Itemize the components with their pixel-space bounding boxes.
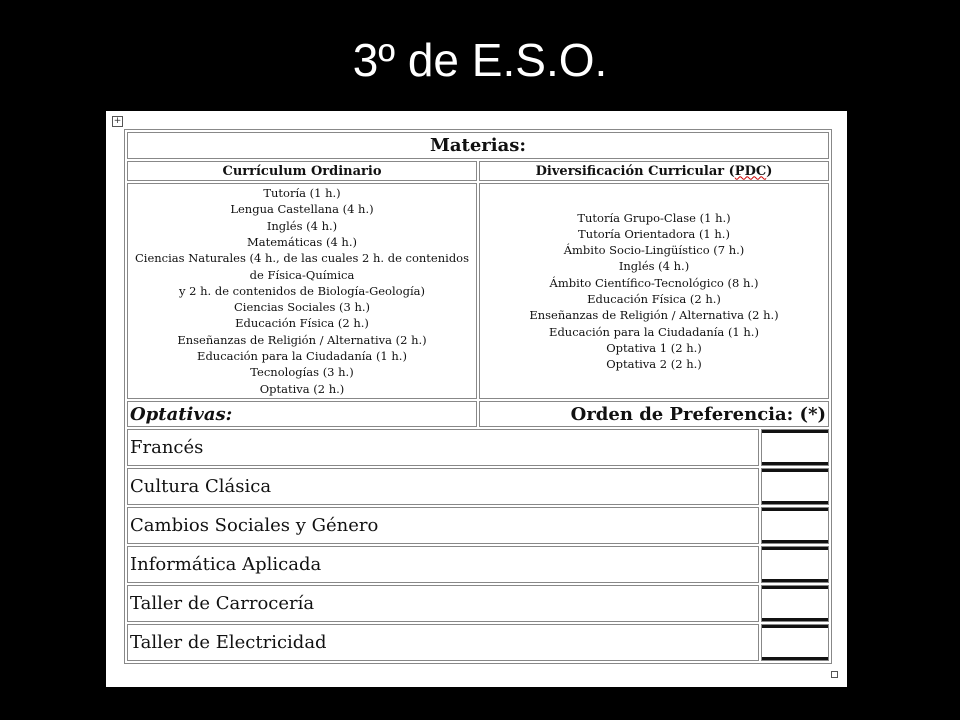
curriculum-ordinario-header: Currículum Ordinario xyxy=(127,161,477,181)
list-item: Tutoría Grupo-Clase (1 h.) xyxy=(577,210,731,225)
diversificacion-list xyxy=(479,183,829,399)
list-item: de Física-Química xyxy=(249,267,355,282)
table-resize-handle-icon[interactable] xyxy=(831,671,838,678)
optativa-name: Francés xyxy=(127,429,759,466)
list-item: Tecnologías (3 h.) xyxy=(250,365,354,380)
spellcheck-underlined-abbr: PDC xyxy=(734,163,767,179)
list-item: Educación para la Ciudadanía (1 h.) xyxy=(549,324,759,339)
document-page xyxy=(106,111,847,687)
subjects-table xyxy=(124,129,832,664)
optativa-name: Cambios Sociales y Género xyxy=(127,507,759,544)
preference-blank[interactable] xyxy=(761,429,829,466)
list-item: Lengua Castellana (4 h.) xyxy=(230,202,374,217)
diversificacion-header-text: Diversificación Curricular ( xyxy=(535,163,735,179)
blank-rule-bottom xyxy=(762,657,828,660)
list-item: Optativa (2 h.) xyxy=(259,381,345,396)
preference-blank[interactable] xyxy=(761,624,829,661)
list-item: Matemáticas (4 h.) xyxy=(247,234,357,249)
preference-header: Orden de Preferencia: (*) xyxy=(479,401,829,427)
list-item: Optativa 1 (2 h.) xyxy=(606,340,702,355)
list-item: Inglés (4 h.) xyxy=(618,259,690,274)
diversificacion-header-close: ) xyxy=(766,163,773,179)
materias-header: Materias: xyxy=(127,132,829,159)
list-item: Ciencias Naturales (4 h., de las cuales 2 h. de contenidos xyxy=(134,251,470,266)
table-move-handle-icon[interactable]: + xyxy=(113,116,122,126)
blank-rule-top xyxy=(762,430,828,433)
blank-rule-top xyxy=(762,625,828,628)
list-item: Educación para la Ciudadanía (1 h.) xyxy=(197,349,407,364)
optativa-name: Taller de Carrocería xyxy=(127,585,759,622)
list-item: Ámbito Científico-Tecnológico (8 h.) xyxy=(549,275,759,290)
blank-rule-bottom xyxy=(762,618,828,621)
list-item: Optativa 2 (2 h.) xyxy=(606,357,702,372)
blank-rule-top xyxy=(762,469,828,472)
list-item: Ámbito Socio-Lingüístico (7 h.) xyxy=(563,243,745,258)
list-item: Enseñanzas de Religión / Alternativa (2 h.) xyxy=(177,332,427,347)
list-item: Ciencias Sociales (3 h.) xyxy=(233,300,371,315)
blank-rule-top xyxy=(762,586,828,589)
diversificacion-header xyxy=(479,161,829,181)
optativas-header: Optativas: xyxy=(127,401,477,427)
blank-rule-bottom xyxy=(762,462,828,465)
list-item: Educación Física (2 h.) xyxy=(235,316,369,331)
preference-blank[interactable] xyxy=(761,585,829,622)
optativa-name: Taller de Electricidad xyxy=(127,624,759,661)
optativa-name: Informática Aplicada xyxy=(127,546,759,583)
preference-blank[interactable] xyxy=(761,507,829,544)
curriculum-ordinario-list xyxy=(127,183,477,399)
blank-rule-bottom xyxy=(762,579,828,582)
slide-title: 3º de E.S.O. xyxy=(352,34,608,86)
preference-blank[interactable] xyxy=(761,546,829,583)
preference-blank[interactable] xyxy=(761,468,829,505)
blank-rule-bottom xyxy=(762,501,828,504)
list-item: Tutoría Orientadora (1 h.) xyxy=(578,226,730,241)
list-item: Enseñanzas de Religión / Alternativa (2 h.) xyxy=(529,308,779,323)
blank-rule-top xyxy=(762,508,828,511)
list-item: Inglés (4 h.) xyxy=(266,218,338,233)
optativa-name: Cultura Clásica xyxy=(127,468,759,505)
blank-rule-top xyxy=(762,547,828,550)
list-item: Tutoría (1 h.) xyxy=(263,186,341,201)
blank-rule-bottom xyxy=(762,540,828,543)
list-item: y 2 h. de contenidos de Biología-Geología) xyxy=(179,283,425,298)
list-item: Educación Física (2 h.) xyxy=(587,292,721,306)
